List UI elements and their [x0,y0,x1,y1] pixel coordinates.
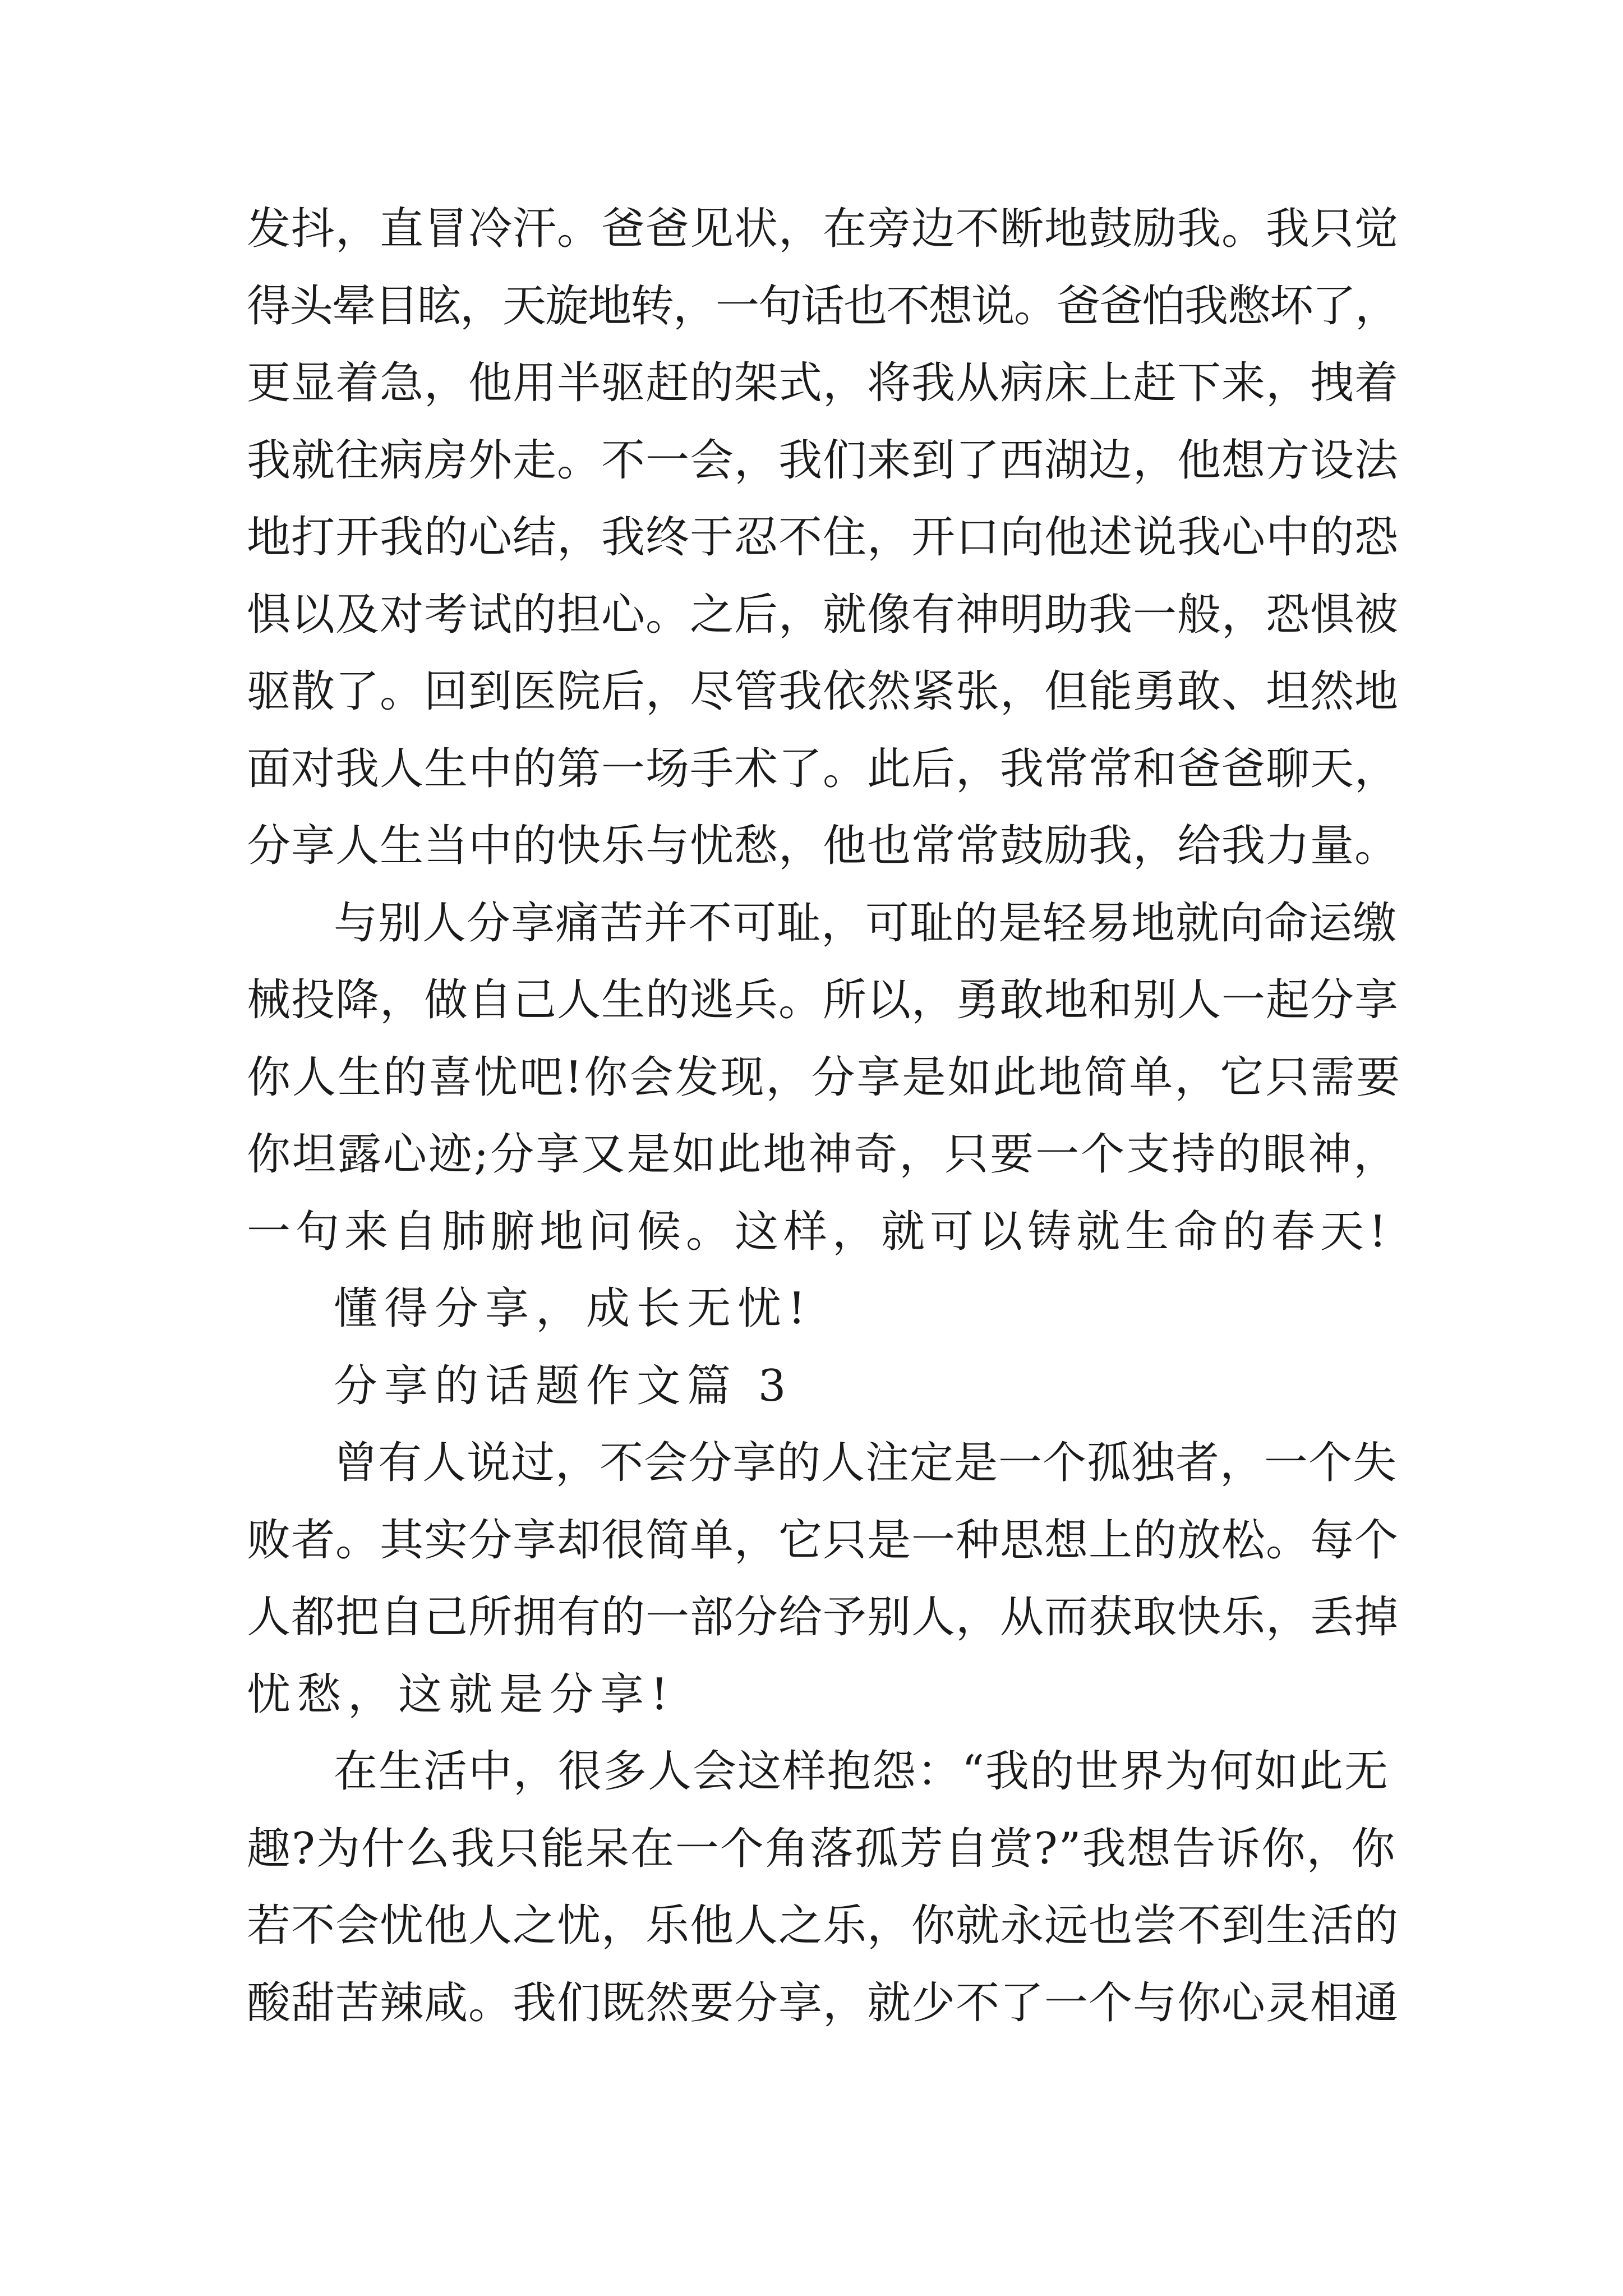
text-line: 忧愁，这就是分享! [247,1669,675,1720]
text-line: 我就往病房外走。不一会，我们来到了西湖边，他想方设法 [247,435,1399,486]
text-line: 若不会忧他人之忧，乐他人之乐，你就永远也尝不到生活的 [247,1901,1399,1951]
text-line: 在生活中，很多人会这样抱怨：“我的世界为何如此无 [334,1746,1389,1797]
text-line: 酸甜苦辣咸。我们既然要分享，就少不了一个与你心灵相通 [247,1977,1399,2028]
document-body [247,191,1402,2042]
text-line: 驱散了。回到医院后，尽管我依然紧张，但能勇敢、坦然地 [247,666,1399,717]
text-line: 一句来自肺腑地问候。这样，就可以铸就生命的春天! [247,1206,1392,1257]
text-line: 你坦露心迹;分享又是如此地神奇，只要一个支持的眼神， [247,1129,1399,1180]
text-line: 与别人分享痛苦并不可耻，可耻的是轻易地就向命运缴 [334,898,1398,949]
text-line: 人都把自己所拥有的一部分给予别人，从而获取快乐，丢掉 [247,1592,1399,1642]
text-line: 面对我人生中的第一场手术了。此后，我常常和爸爸聊天， [247,743,1399,794]
text-line: 曾有人说过，不会分享的人注定是一个孤独者，一个失 [334,1438,1398,1488]
text-line: 地打开我的心结，我终于忍不住，开口向他述说我心中的恐 [247,512,1399,563]
text-line: 惧以及对考试的担心。之后，就像有神明助我一般，恐惧被 [247,589,1399,640]
text-line: 败者。其实分享却很简单，它只是一种思想上的放松。每个 [247,1515,1399,1566]
text-line: 你人生的喜忧吧!你会发现，分享是如此地简单，它只需要 [247,1052,1402,1103]
text-line: 懂得分享，成长无忧! [334,1283,813,1334]
text-line: 分享人生当中的快乐与忧愁，他也常常鼓励我，给我力量。 [247,821,1399,871]
text-line: 械投降，做自己人生的逃兵。所以，勇敢地和别人一起分享 [247,975,1399,1025]
text-line: 得头晕目眩，天旋地转，一句话也不想说。爸爸怕我憋坏了， [247,280,1398,332]
text-line: 趣?为什么我只能呆在一个角落孤芳自赏?”我想告诉你，你 [247,1823,1396,1874]
text-line: 发抖，直冒冷汗。爸爸见状，在旁边不断地鼓励我。我只觉 [247,204,1399,254]
text-line: 分享的话题作文篇 3 [334,1360,793,1411]
text-line: 更显着急，他用半驱赶的架式，将我从病床上赶下来，拽着 [247,358,1399,408]
